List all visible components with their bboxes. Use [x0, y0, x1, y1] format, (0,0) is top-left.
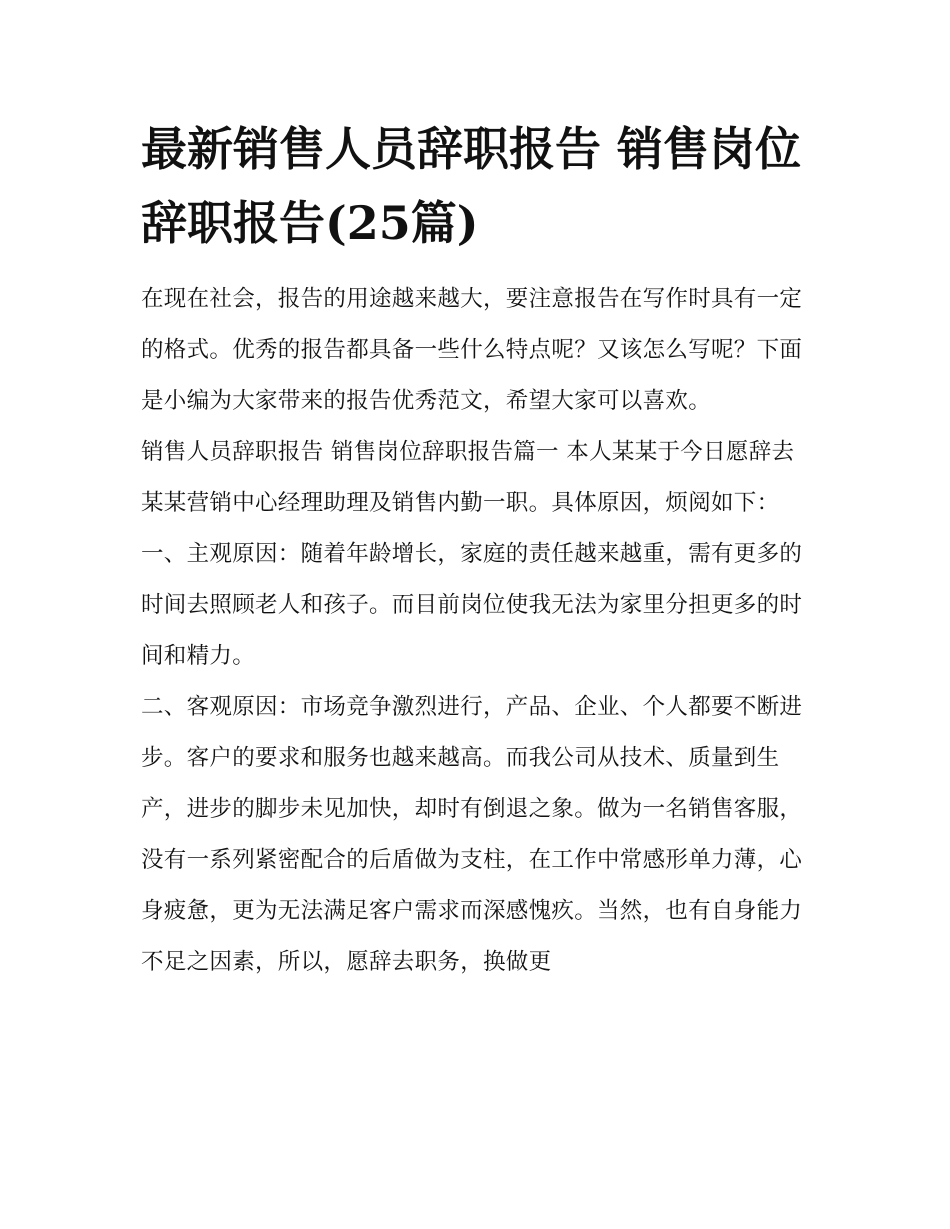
objective-reason-paragraph: 二、客观原因：市场竞争激烈进行，产品、企业、个人都要不断进步。客户的要求和服务也越来越高。而我公司从技术、质量到生产，进步的脚步未见加快，却时有倒退之象。做为一名销售客服，没有一系列紧密配合的后盾做为支柱，在工作中常感形单力薄，心身疲惫，更为无法满足客户需求而深感愧疚。当然，也有自身能力不足之因素，所以，愿辞去职务，换做更 [141, 694, 803, 975]
document-body [141, 112, 813, 988]
document-title: 最新销售人员辞职报告 销售岗位辞职报告(25篇) [141, 122, 802, 250]
subjective-reason-paragraph: 一、主观原因：随着年龄增长，家庭的责任越来越重，需有更多的时间去照顾老人和孩子。而目前岗位使我无法为家里分担更多的时间和精力。 [141, 541, 803, 669]
resignation-opening-paragraph: 销售人员辞职报告 销售岗位辞职报告篇一 本人某某于今日愿辞去某某营销中心经理助理及销售内勤一职。具体原因，烦阅如下： [141, 439, 795, 516]
intro-paragraph: 在现在社会，报告的用途越来越大，要注意报告在写作时具有一定的格式。优秀的报告都具备一些什么特点呢？又该怎么写呢？下面是小编为大家带来的报告优秀范文，希望大家可以喜欢。 [141, 286, 803, 414]
